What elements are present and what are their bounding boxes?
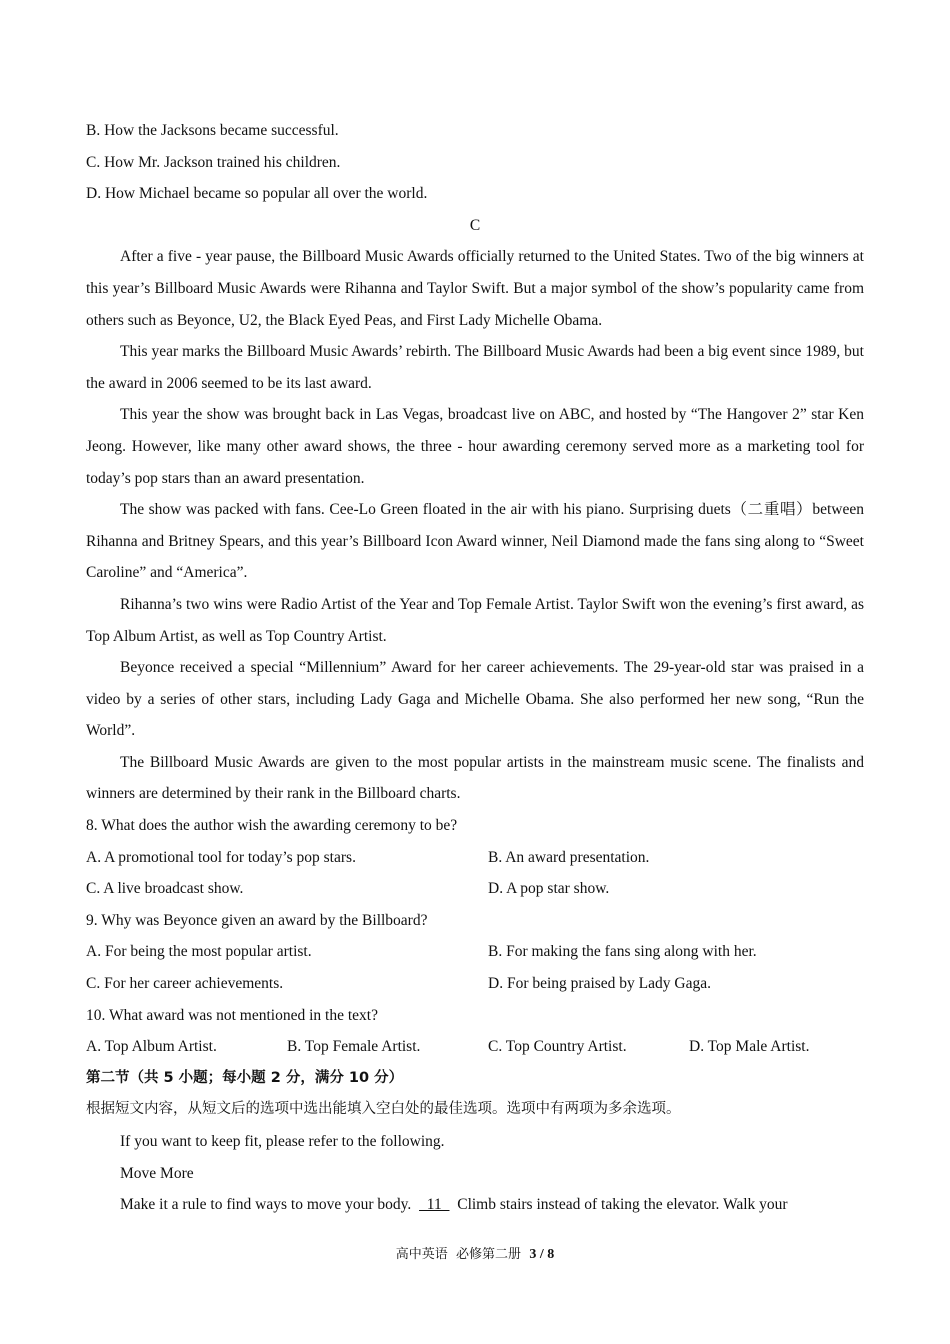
question-8-stem: 8. What does the author wish the awarding ceremony to be? bbox=[86, 817, 458, 835]
question-8-options-row-2 bbox=[86, 873, 864, 905]
question-10-option-d: D. Top Male Artist. bbox=[689, 1038, 810, 1056]
question-8-options-row-1 bbox=[86, 842, 864, 874]
question-9-options-row-1 bbox=[86, 936, 864, 968]
section-2-intro: If you want to keep fit, please refer to the following. bbox=[120, 1133, 445, 1150]
section-letter: C bbox=[469, 216, 481, 234]
section-2-heading: 第二节（共 5 小题；每小题 2 分，满分 10 分） bbox=[86, 1069, 404, 1086]
question-9-stem: 9. Why was Beyonce given an award by the Billboard? bbox=[86, 911, 428, 929]
page-footer bbox=[0, 1243, 950, 1263]
question-8-option-c: C. A live broadcast show. bbox=[86, 880, 244, 898]
question-10-option-c: C. Top Country Artist. bbox=[488, 1038, 627, 1056]
section-2-first-sentence bbox=[86, 1189, 864, 1221]
exam-page-content bbox=[86, 115, 864, 1221]
question-9-option-a: A. For being the most popular artist. bbox=[86, 943, 312, 961]
section-2-subtitle: Move More bbox=[120, 1164, 194, 1182]
prev-option-d: D. How Michael became so popular all over the world. bbox=[86, 185, 428, 203]
page-number: 3 / 8 bbox=[529, 1247, 555, 1262]
question-10-option-b: B. Top Female Artist. bbox=[287, 1038, 421, 1056]
footer-label: 高中英语 必修第二册 bbox=[395, 1247, 522, 1262]
question-9-option-d: D. For being praised by Lady Gaga. bbox=[488, 975, 711, 993]
passage-paragraph-5: Rihanna’s two wins were Radio Artist of the Year and Top Female Artist. Taylor Swift won the evening’s first award, as Top Album Artist, as well as Top Country Artist. bbox=[86, 595, 864, 645]
blank-11: 11 bbox=[419, 1196, 450, 1214]
passage-paragraph-6: Beyonce received a special “Millennium” Award for her career achievements. The 29-year-old star was praised in a video by a series of other stars, including Lady Gaga and Michelle Obama. She also performed her new song, “Run the World”. bbox=[86, 659, 864, 740]
question-8-option-b: B. An award presentation. bbox=[488, 848, 650, 866]
passage-paragraph-2: This year marks the Billboard Music Awards’ rebirth. The Billboard Music Awards had been a big event since 1989, but the award in 2006 seemed to be its last award. bbox=[86, 343, 864, 392]
sentence-before-blank: Make it a rule to find ways to move your body. bbox=[120, 1196, 412, 1214]
passage-paragraph-4: The show was packed with fans. Cee-Lo Green floated in the air with his piano. Surprising duets（二重唱）between Rihanna and Britney Spears, and this year’s Billboard Icon Award winner, Neil Diamond made the fans sing along to “Sweet Caroline” and “America”. bbox=[86, 501, 864, 582]
passage-paragraph-1: After a five - year pause, the Billboard Music Awards officially returned to the United States. Two of the big winners at this year’s Billboard Music Awards were Rihanna and Taylor Swift. But a major symbol of the show’s popularity came from others such as Beyonce, U2, the Black Eyed Peas, and First Lady Michelle Obama. bbox=[86, 248, 864, 329]
passage-paragraph-3: This year the show was brought back in Las Vegas, broadcast live on ABC, and hosted by “The Hangover 2” star Ken Jeong. However, like many other award shows, the three - hour awarding ceremony served more as a marketing tool for today’s pop stars than an award presentation. bbox=[86, 406, 864, 487]
question-9-option-c: C. For her career achievements. bbox=[86, 975, 284, 993]
passage-paragraph-7: The Billboard Music Awards are given to the most popular artists in the mainstream music scene. The finalists and winners are determined by their rank in the Billboard charts. bbox=[86, 753, 864, 803]
question-8-option-d: D. A pop star show. bbox=[488, 880, 610, 898]
prev-option-b: B. How the Jacksons became successful. bbox=[86, 122, 339, 139]
question-9-option-b: B. For making the fans sing along with her. bbox=[488, 943, 757, 961]
sentence-after-blank: Climb stairs instead of taking the elevator. Walk your bbox=[457, 1196, 788, 1214]
question-10-option-a: A. Top Album Artist. bbox=[86, 1038, 217, 1056]
question-9-options-row-2 bbox=[86, 968, 864, 1000]
prev-option-c: C. How Mr. Jackson trained his children. bbox=[86, 153, 341, 171]
section-2-instruction: 根据短文内容，从短文后的选项中选出能填入空白处的最佳选项。选项中有两项为多余选项。 bbox=[86, 1101, 681, 1118]
question-8-option-a: A. A promotional tool for today’s pop stars. bbox=[86, 848, 356, 866]
question-10-options-row bbox=[86, 1031, 864, 1063]
question-10-stem: 10. What award was not mentioned in the text? bbox=[86, 1006, 378, 1024]
